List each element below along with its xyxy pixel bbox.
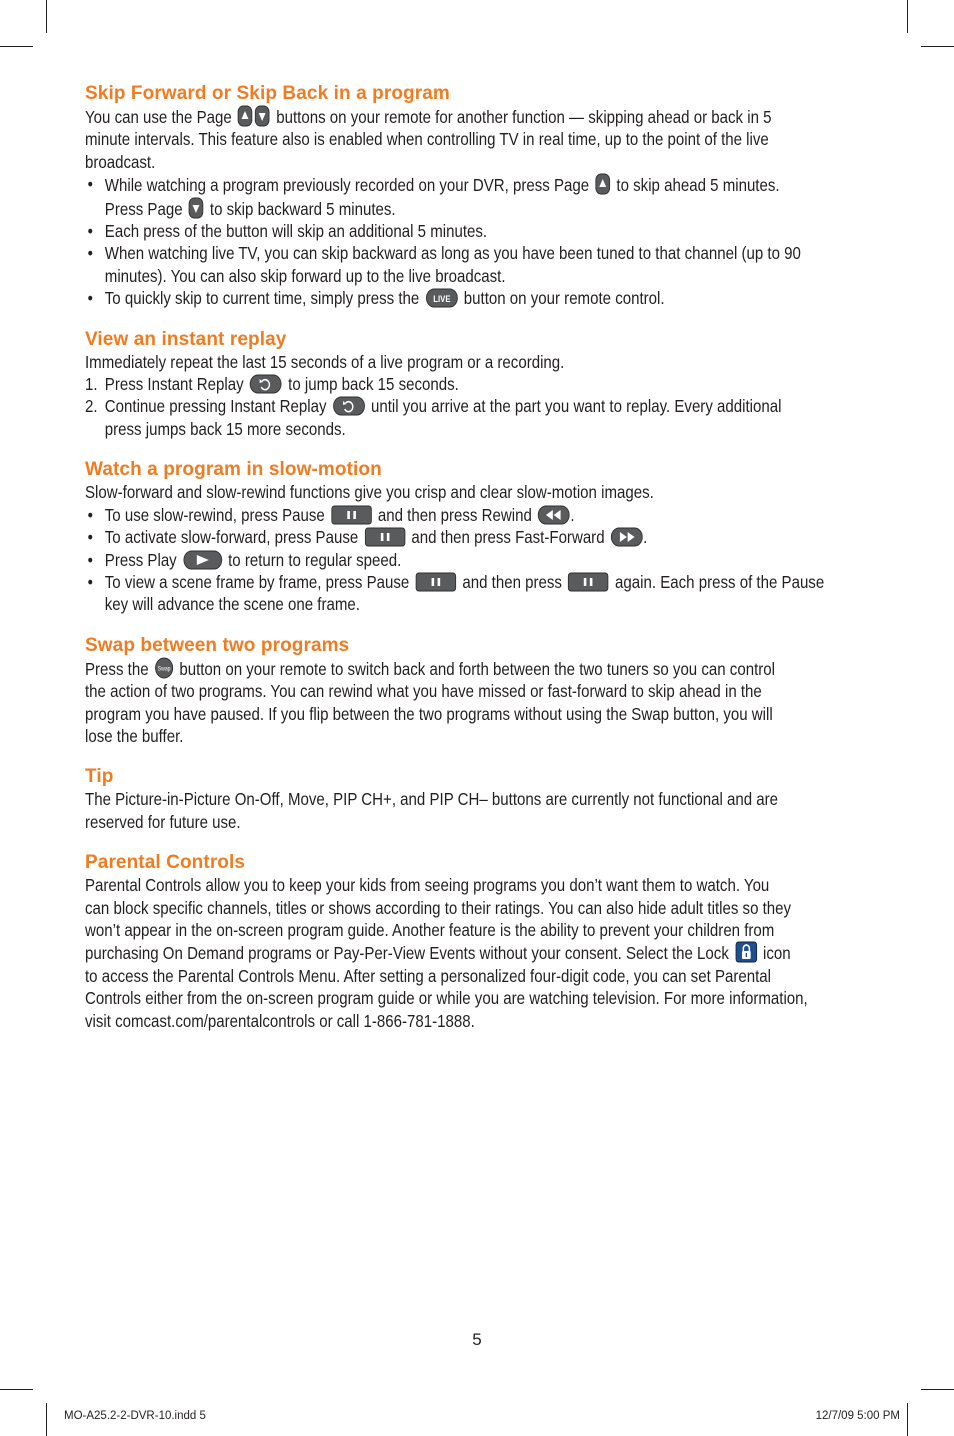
section-instant-replay (85, 329, 871, 441)
text-run: Press Instant Replay (104, 374, 244, 395)
bullet-list (85, 173, 872, 309)
section-parental-controls (85, 852, 871, 1032)
pause-icon (331, 505, 372, 525)
text-run: . (570, 504, 575, 525)
section-body (85, 874, 872, 1032)
text-line: reserved for future use. (85, 811, 241, 832)
text-run: icon (763, 943, 791, 964)
text-run: To quickly skip to current time, simply press the (104, 288, 420, 309)
bullet-marker: • (87, 174, 93, 195)
section-heading: Watch a program in slow-motion (85, 459, 382, 481)
lock-icon (735, 941, 757, 963)
text-run: . (643, 527, 648, 548)
crop-mark (907, 1403, 908, 1436)
crop-mark (46, 1403, 47, 1436)
bullet-marker: • (87, 571, 93, 592)
list-item (85, 173, 872, 220)
text-run: key will advance the scene one frame. (104, 594, 360, 615)
live-icon-label: LIVE (432, 293, 451, 305)
bullet-marker: • (87, 221, 93, 242)
page-up-icon (238, 105, 253, 127)
text-run: and then press Rewind (377, 504, 532, 525)
text-run: button on your remote control. (463, 288, 665, 309)
text-run: purchasing On Demand programs or Pay-Per-View Events without your consent. Select the Lock (85, 943, 729, 964)
bullet-marker: • (87, 549, 93, 570)
step-number: 1. (85, 374, 98, 395)
section-heading: Swap between two programs (85, 634, 350, 656)
text-line: visit comcast.com/parentalcontrols or call 1-866-781-1888. (85, 1010, 475, 1031)
list-item (85, 220, 872, 242)
section-body (85, 105, 872, 310)
page-up-icon (595, 173, 610, 195)
crop-mark (46, 0, 47, 33)
text-run: minutes). You can also skip forward up to the live broadcast. (104, 265, 506, 286)
page-down-icon (188, 197, 203, 219)
text-run: to return to regular speed. (228, 549, 402, 570)
bullet-marker: • (87, 288, 93, 309)
crop-mark (0, 1389, 33, 1390)
text-line: The Picture-in-Picture On-Off, Move, PIP CH+, and PIP CH– buttons are currently not functional and are (85, 789, 779, 810)
text-run: Continue pressing Instant Replay (104, 396, 327, 417)
pause-icon (568, 572, 609, 592)
section-heading: Tip (85, 766, 114, 788)
text-run: press jumps back 15 more seconds. (104, 418, 346, 439)
text-line: broadcast. (85, 151, 156, 172)
list-item (85, 526, 872, 548)
text-run: While watching a program previously recorded on your DVR, press Page (104, 175, 590, 196)
text-line: program you have paused. If you flip between the two programs without using the Swap button, you will (85, 703, 773, 724)
pause-icon (364, 527, 405, 547)
section-tip (85, 766, 871, 833)
text-run: To view a scene frame by frame, press Pause (104, 571, 410, 592)
section-body (85, 351, 872, 441)
text-run: and then press Fast-Forward (411, 527, 605, 548)
text-line: can block specific channels, titles or shows according to their ratings. You can also hide adult titles so they (85, 897, 792, 918)
text-line: Parental Controls allow you to keep your kids from seeing programs you don’t want them to watch. You (85, 875, 770, 896)
text-run: To activate slow-forward, press Pause (104, 527, 359, 548)
swap-icon (154, 657, 173, 679)
text-run: again. Each press of the Pause (615, 571, 825, 592)
section-body (85, 657, 872, 748)
list-item (85, 373, 872, 395)
step-number: 2. (85, 396, 98, 417)
footer-timestamp: 12/7/09 5:00 PM (815, 1410, 900, 1422)
footer-file-name: MO-A25.2-2-DVR-10.indd 5 (64, 1410, 206, 1422)
swap-icon-label: Swap (157, 665, 171, 673)
text-run: Press Page (104, 198, 183, 219)
section-heading: Parental Controls (85, 852, 246, 874)
numbered-list (85, 373, 872, 440)
text-run: You can use the Page (85, 107, 232, 127)
instant-replay-icon (332, 396, 365, 416)
text-line: the action of two programs. You can rewind what you have missed or fast-forward to skip ahead in the (85, 681, 762, 702)
list-item (85, 549, 872, 571)
crop-mark (907, 0, 908, 33)
section-slow-motion (85, 459, 871, 615)
page-down-icon (255, 105, 270, 127)
text-run: to skip backward 5 minutes. (209, 198, 396, 219)
text-run: to jump back 15 seconds. (288, 374, 459, 395)
list-item (85, 287, 872, 309)
text-line: won’t appear in the on-screen program guide. Another feature is the ability to prevent your children from (85, 919, 775, 940)
text-line: lose the buffer. (85, 725, 184, 746)
text-line: Immediately repeat the last 15 seconds of a live program or a recording. (85, 351, 565, 372)
text-run: Each press of the button will skip an additional 5 minutes. (104, 221, 488, 242)
crop-mark (921, 1389, 954, 1390)
page-content (85, 83, 871, 1051)
list-item (85, 571, 872, 616)
section-skip (85, 83, 871, 310)
instant-replay-icon (250, 374, 283, 394)
section-swap (85, 635, 871, 748)
section-body (85, 481, 872, 615)
text-line (85, 105, 872, 128)
bullet-list (85, 504, 872, 616)
text-run: Press Play (104, 549, 177, 570)
bullet-marker: • (87, 504, 93, 525)
text-run: until you arrive at the part you want to replay. Every additional (370, 396, 782, 417)
section-body (85, 788, 872, 833)
text-line: to access the Parental Controls Menu. After setting a personalized four-digit code, you can set Parental (85, 965, 771, 986)
list-item (85, 504, 872, 526)
text-line (85, 657, 872, 680)
text-run: button on your remote to switch back and forth between the two tuners so you can control (179, 658, 775, 679)
text-line (85, 941, 872, 964)
text-line: minute intervals. This feature also is enabled when controlling TV in real time, up to the point of the live (85, 129, 769, 150)
page-number: 5 (472, 1330, 482, 1349)
list-item (85, 242, 872, 287)
rewind-icon (538, 505, 571, 525)
text-run: and then press (462, 571, 562, 592)
text-run: When watching live TV, you can skip backward as long as you have been tuned to that channel (up to 90 (104, 243, 801, 264)
play-icon (183, 550, 223, 570)
bullet-marker: • (87, 527, 93, 548)
text-run: buttons on your remote for another function — skipping ahead or back in 5 (276, 107, 772, 127)
text-line: Slow-forward and slow-rewind functions give you crisp and clear slow-motion images. (85, 482, 654, 503)
pause-icon (415, 572, 456, 592)
fast-forward-icon (610, 527, 643, 547)
crop-mark (0, 46, 33, 47)
section-heading: View an instant replay (85, 328, 287, 350)
text-line: Controls either from the on-screen program guide or while you are watching television. For more information, (85, 988, 808, 1009)
text-run: To use slow-rewind, press Pause (104, 504, 325, 525)
live-icon (425, 288, 458, 308)
text-run: to skip ahead 5 minutes. (616, 175, 780, 196)
list-item (85, 395, 872, 440)
text-run: Press the (85, 658, 149, 679)
crop-mark (921, 46, 954, 47)
bullet-marker: • (87, 243, 93, 264)
section-heading: Skip Forward or Skip Back in a program (85, 83, 450, 104)
